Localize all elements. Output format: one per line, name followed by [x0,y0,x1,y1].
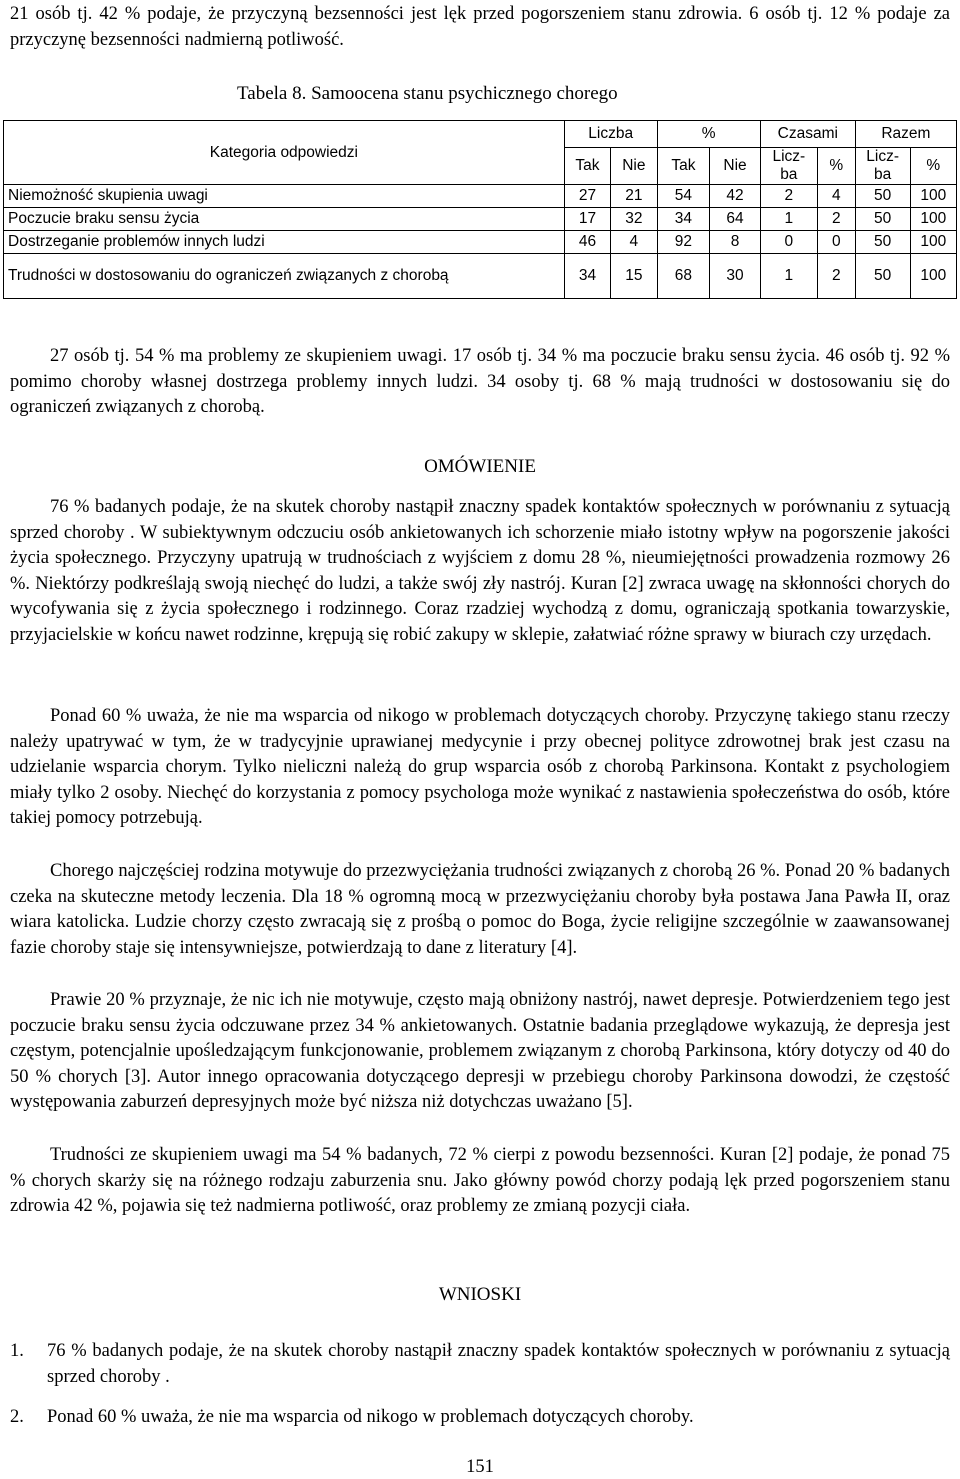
subheader-cell: Licz-ba [760,148,817,185]
subheader-cell: % [910,148,956,185]
table-cell: 1 [760,254,817,299]
table-cell: 100 [910,208,956,231]
subheader-cell: Licz-ba [855,148,910,185]
discussion-paragraph: Chorego najczęściej rodzina motywuje do przezwyciężania trudności związanych z chorobą 26 %. Ponad 20 % badanych czeka na skuteczne metody leczenia. Dla 18 % ogromną mocą w przezwyciężaniu choroby była postawa Jana Pawła II, oraz wiara katolicka. Ludzie chorzy często zwracają się z prośbą o pomoc do Boga, życie religijne szczególnie w zaawansowanej fazie choroby staje się intensywniejsze, potwierdzają to dane z literatury [4]. [10,861,950,958]
row-category: Dostrzeganie problemów innych ludzi [4,231,565,254]
table-cell: 8 [710,231,761,254]
table-cell: 64 [710,208,761,231]
table-cell: 4 [817,185,855,208]
table-cell: 17 [564,208,610,231]
page-number: 151 [466,1457,494,1477]
subheader-cell: Tak [564,148,610,185]
table-cell: 100 [910,185,956,208]
conclusion-text: 76 % badanych podaje, że na skutek choroby nastąpił znaczny spadek kontaktów społecznych w porównaniu z sytuacją sprzed choroby . [47,1341,950,1387]
table-cell: 50 [855,208,910,231]
conclusion-number: 1. [10,1341,24,1361]
conclusion-item [10,1339,950,1390]
table-cell: 50 [855,254,910,299]
table-cell: 30 [710,254,761,299]
table-cell: 2 [817,254,855,299]
conclusion-number: 2. [10,1407,24,1427]
subheader-cell: Nie [710,148,761,185]
data-table [3,120,957,299]
table-cell: 1 [760,208,817,231]
discussion-paragraph: 76 % badanych podaje, że na skutek choroby nastąpił znaczny spadek kontaktów społecznych w porównaniu z sytuacją sprzed choroby . W subiektywnym odczuciu osób ankietowanych ich schorzenie miało istotny wpływ na pogorszenie jakości życia społecznego. Przyczyny upatrują w trudnościach z wyjściem z domu 28 %, nieumiejętności prowadzenia rozmowy 26 %. Niektórzy podkreślają swoją niechęć do ludzi, a także swój zły nastrój. Kuran [2] zwraca uwagę na skłonności chorych do wycofywania się z życia społecznego i rodzinnego. Coraz rzadziej wychodzą z domu, ograniczają spotkania towarzyskie, przyjacielskie w końcu nawet rodzinne, krępują się robić zakupy w sklepie, załatwiać różne sprawy w biurach czy urzędach. [10,497,950,645]
table-header-row [4,121,957,148]
header-group: Liczba [564,121,657,148]
subheader-cell: Nie [611,148,657,185]
table-cell: 15 [611,254,657,299]
table-cell: 0 [760,231,817,254]
discussion-heading: OMÓWIENIE [424,456,536,477]
header-group: % [657,121,760,148]
table-cell: 2 [760,185,817,208]
header-category: Kategoria odpowiedzi [4,121,565,185]
table-row [4,208,957,231]
row-category: Trudności w dostosowaniu do ograniczeń związanych z chorobą [4,254,565,299]
table-cell: 54 [657,185,710,208]
table-cell: 100 [910,231,956,254]
summary-paragraph: 27 osób tj. 54 % ma problemy ze skupieniem uwagi. 17 osób tj. 34 % ma poczucie braku sensu życia. 46 osób tj. 92 % pomimo choroby własnej dostrzega problemy innych ludzi. 34 osoby tj. 68 % mają trudności w dostosowaniu się do ograniczeń związanych z chorobą. [10,346,950,417]
header-group: Razem [855,121,956,148]
table-cell: 21 [611,185,657,208]
table-cell: 34 [657,208,710,231]
table-cell: 92 [657,231,710,254]
header-group: Czasami [760,121,855,148]
table-cell: 68 [657,254,710,299]
table-row [4,231,957,254]
discussion-paragraph: Prawie 20 % przyznaje, że nic ich nie motywuje, często mają obniżony nastrój, nawet depresje. Potwierdzeniem tego jest poczucie braku sensu życia odczuwane przez 34 % ankietowanych. Ostatnie badania przeglądowe wykazują, że depresja jest częstym, potencjalnie upośledzającym funkcjonowanie, problemem związanym z chorobą Parkinsona, który dotyczy od 40 do 50 % chorych [3]. Autor innego opracowania dotyczącego depresji w przebiegu choroby Parkinsona dowodzi, że częstość występowania zaburzeń depresyjnych może być niższa niż dotychczas uważano [5]. [10,990,950,1112]
row-category: Poczucie braku sensu życia [4,208,565,231]
intro-paragraph: 21 osób tj. 42 % podaje, że przyczyną bezsenności jest lęk przed pogorszeniem stanu zdrowia. 6 osób tj. 12 % podaje za przyczynę bezsenności nadmierną potliwość. [10,4,950,50]
table-cell: 50 [855,185,910,208]
table-cell: 4 [611,231,657,254]
table-cell: 0 [817,231,855,254]
conclusion-item [10,1405,950,1431]
table-cell: 50 [855,231,910,254]
subheader-cell: % [817,148,855,185]
table-cell: 42 [710,185,761,208]
table-row [4,185,957,208]
discussion-paragraph: Trudności ze skupieniem uwagi ma 54 % badanych, 72 % cierpi z powodu bezsenności. Kuran [2] podaje, że ponad 75 % chorych skarży się na różnego rodzaju zaburzenia snu. Jako główny powód chorzy podają lęk przed pogorszeniem stanu zdrowia 42 %, pojawia się też nadmierna potliwość, oraz problemy ze zmianą pozycji ciała. [10,1145,950,1216]
table-cell: 100 [910,254,956,299]
table-cell: 32 [611,208,657,231]
table-row [4,254,957,299]
discussion-paragraph: Ponad 60 % uważa, że nie ma wsparcia od nikogo w problemach dotyczących choroby. Przyczynę takiego stanu rzeczy należy upatrywać w tym, że w tradycyjnie uprawianej medycynie i przy obecnej polityce zdrowotnej brak jest czasu na udzielanie wsparcia chorym. Tylko nieliczni należą do grup wsparcia osób z chorobą Parkinsona. Kontakt z psychologiem miały tylko 2 osoby. Niechęć do korzystania z pomocy psychologa może wynikać z nastawienia społeczeństwa do osób, które takiej pomocy potrzebują. [10,706,950,828]
conclusions-heading: WNIOSKI [438,1284,522,1305]
table-title: Tabela 8. Samoocena stanu psychicznego chorego [237,83,618,104]
table-cell: 27 [564,185,610,208]
table-cell: 46 [564,231,610,254]
table-cell: 34 [564,254,610,299]
row-category: Niemożność skupienia uwagi [4,185,565,208]
conclusion-text: Ponad 60 % uważa, że nie ma wsparcia od nikogo w problemach dotyczących choroby. [47,1407,694,1427]
table-cell: 2 [817,208,855,231]
subheader-cell: Tak [657,148,710,185]
